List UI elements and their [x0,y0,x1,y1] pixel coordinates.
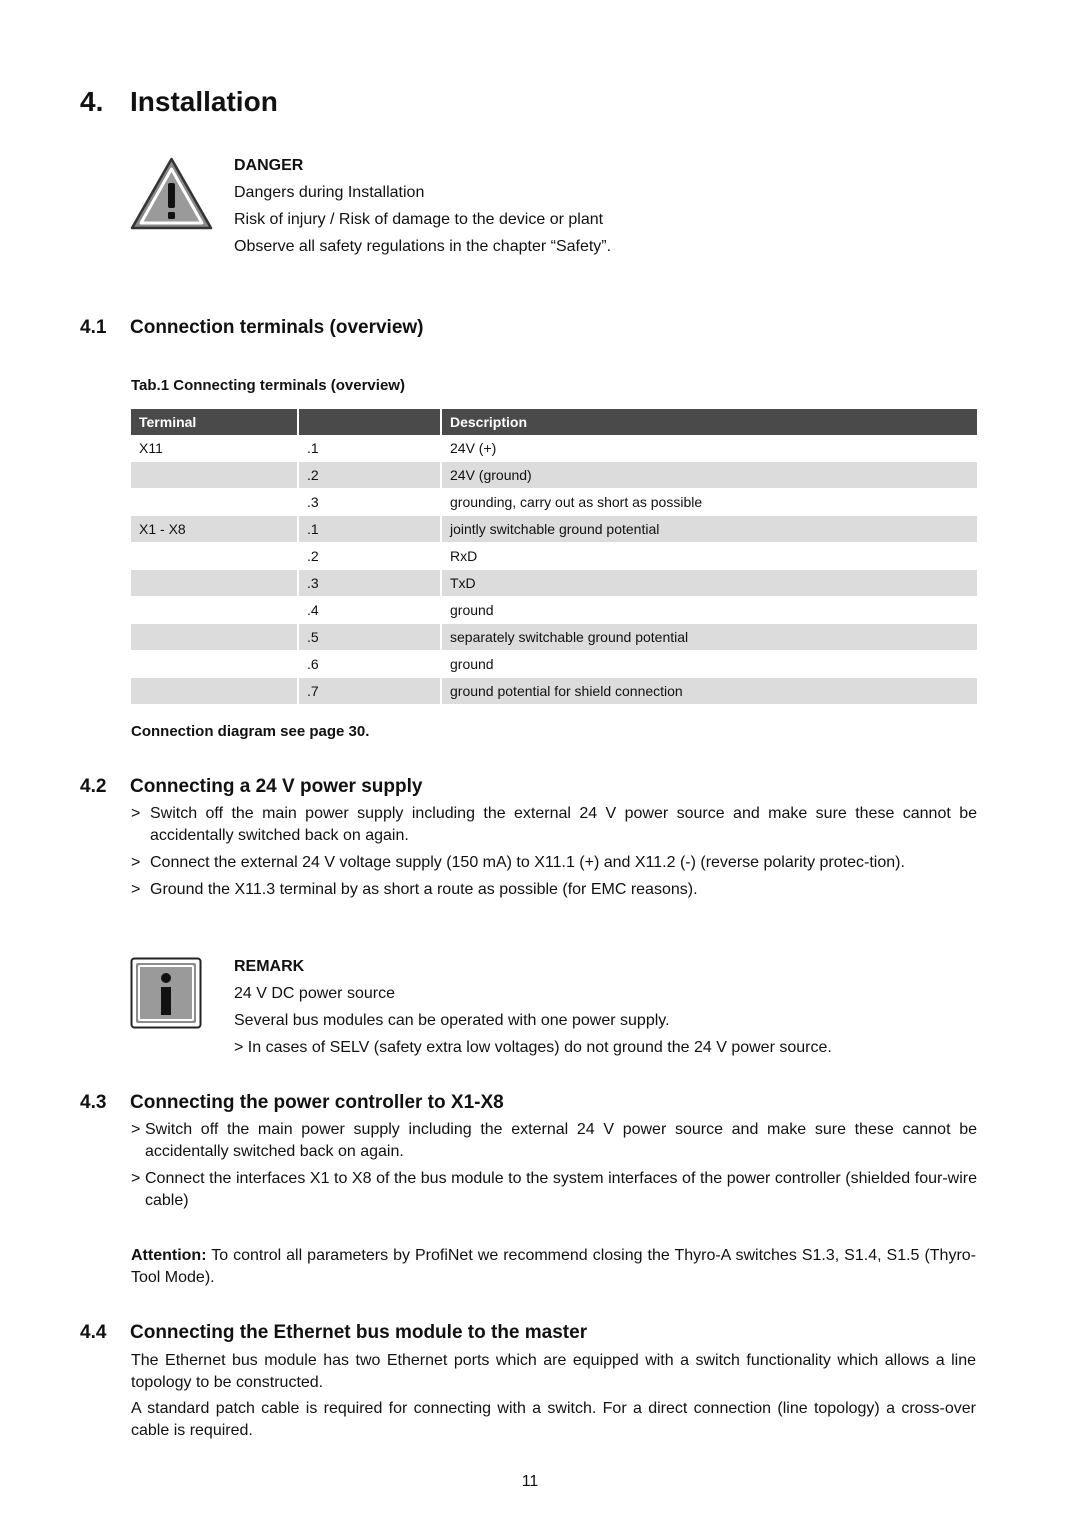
table-row [131,462,977,489]
table-row [131,435,977,462]
section-title: Connecting the Ethernet bus module to the master [130,1322,588,1343]
table-row [131,624,977,651]
danger-line-3: Observe all safety regulations in the chapter “Safety”. [234,238,612,255]
cell-pin: .4 [298,597,441,624]
section-number: 4.4 [80,1322,107,1343]
cell-terminal [131,462,298,489]
cell-description: RxD [441,543,977,570]
danger-title: DANGER [234,157,304,174]
table-row [131,489,977,516]
section-heading-4-2 [80,776,422,798]
cell-pin: .2 [298,543,441,570]
remark-title: REMARK [234,958,305,975]
cell-description: ground potential for shield connection [441,678,977,705]
info-icon [130,957,202,1029]
list-item-text: Connect the external 24 V voltage supply (150 mA) to X11.1 (+) and X11.2 (-) (reverse polarity protec-tion). [150,854,905,871]
section-number: 4.2 [80,776,107,797]
cell-description: grounding, carry out as short as possible [441,489,977,516]
danger-icon [130,157,213,231]
table-row [131,570,977,597]
bullet-list-4-2 [131,803,977,906]
section-heading-4-4 [80,1322,587,1344]
section-title: Connecting a 24 V power supply [130,776,423,797]
cell-terminal [131,678,298,705]
list-item-text: Switch off the main power supply including the external 24 V power source and make sure these cannot be accidentally switched back on again. [145,1121,977,1160]
paragraph: The Ethernet bus module has two Ethernet ports which are equipped with a switch functionality which allows a line topology to be constructed. [131,1352,976,1391]
list-item [131,803,977,847]
table-row [131,597,977,624]
attention-paragraph [131,1245,976,1289]
list-item-text: Ground the X11.3 terminal by as short a route as possible (for EMC reasons). [150,881,698,898]
bullet-mark: > [131,881,141,898]
cell-description: ground [441,597,977,624]
cell-terminal [131,489,298,516]
list-item [131,1119,977,1163]
list-item [131,879,977,901]
cell-terminal: X1 - X8 [131,516,298,543]
table-row [131,651,977,678]
bullet-mark: > [131,854,141,871]
paragraph: A standard patch cable is required for connecting with a switch. For a direct connection (line topology) a cross-over cable is required. [131,1400,976,1439]
cell-terminal [131,624,298,651]
chapter-title: Installation [130,86,278,117]
cell-description: 24V (ground) [441,462,977,489]
cell-pin: .2 [298,462,441,489]
list-item-text: Connect the interfaces X1 to X8 of the bus module to the system interfaces of the power controller (shielded four-wire cable) [145,1170,977,1209]
column-header-description: Description [441,409,977,435]
remark-line-1: 24 V DC power source [234,985,395,1002]
section-number: 4.1 [80,317,107,338]
bullet-mark: > [131,1170,141,1187]
cell-pin: .1 [298,435,441,462]
terminals-table [131,409,977,705]
list-item [131,1168,977,1212]
attention-label: Attention: [131,1247,207,1264]
section-number: 4.3 [80,1092,107,1113]
table-header-row [131,409,977,435]
cell-terminal [131,570,298,597]
table-row [131,678,977,705]
table-row [131,543,977,570]
section-heading-4-3 [80,1092,504,1114]
cell-description: TxD [441,570,977,597]
cell-pin: .6 [298,651,441,678]
list-item [131,852,977,874]
danger-line-2: Risk of injury / Risk of damage to the device or plant [234,211,604,228]
cell-terminal [131,651,298,678]
attention-text: To control all parameters by ProfiNet we recommend closing the Thyro-A switches S1.3, S1.4, S1.5 (Thyro-Tool Mode). [131,1247,976,1286]
bullet-list-4-3 [131,1119,977,1217]
section-title: Connection terminals (overview) [130,317,424,338]
bullet-mark: > [131,805,141,822]
cell-description: 24V (+) [441,435,977,462]
connection-diagram-note: Connection diagram see page 30. [131,723,370,740]
bullet-mark: > [131,1121,141,1138]
cell-pin: .3 [298,489,441,516]
section-heading-4-1 [80,317,424,339]
danger-line-1: Dangers during Installation [234,184,425,201]
cell-pin: .1 [298,516,441,543]
cell-terminal [131,597,298,624]
section-title: Connecting the power controller to X1-X8 [130,1092,504,1113]
cell-description: separately switchable ground potential [441,624,977,651]
table-row [131,516,977,543]
cell-pin: .7 [298,678,441,705]
table-caption: Tab.1 Connecting terminals (overview) [131,377,405,394]
cell-description: jointly switchable ground potential [441,516,977,543]
cell-terminal [131,543,298,570]
chapter-number: 4. [80,86,104,117]
cell-description: ground [441,651,977,678]
remark-line-2: Several bus modules can be operated with one power supply. [234,1012,670,1029]
column-header-terminal: Terminal [131,409,298,435]
page-number: 11 [521,1473,539,1490]
cell-pin: .5 [298,624,441,651]
cell-terminal: X11 [131,435,298,462]
column-header-pin [298,409,441,435]
list-item-text: Switch off the main power supply including the external 24 V power source and make sure these cannot be accidentally switched back on again. [150,805,977,844]
page-title [80,86,278,118]
remark-line-3: > In cases of SELV (safety extra low voltages) do not ground the 24 V power source. [234,1039,832,1056]
cell-pin: .3 [298,570,441,597]
